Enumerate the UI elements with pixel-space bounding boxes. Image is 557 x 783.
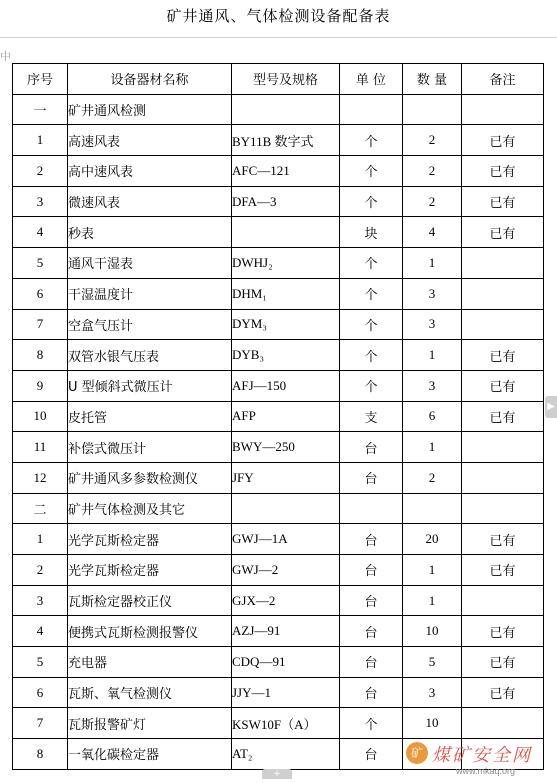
cell-unit: 台 [340,555,403,586]
cell-remark: 已有 [462,370,544,401]
cell-name: 一氧化碳检定器 [68,739,232,770]
cell-index: 1 [13,524,68,555]
cell-index: 3 [13,585,68,616]
table-row [13,370,544,401]
cell-name: 干湿温度计 [68,278,232,309]
cell-quantity: 1 [403,340,462,371]
cell-index: 4 [13,616,68,647]
cell-index: 二 [13,493,68,524]
cell-name: 瓦斯报警矿灯 [68,708,232,739]
watermark-url: www.mkaq.org [456,766,516,776]
cell-model: DWHJ₂ [232,248,340,279]
cell-quantity [403,94,462,125]
cell-unit: 个 [340,309,403,340]
cell-remark: 已有 [462,524,544,555]
cell-model: AT₂ [232,739,340,770]
cell-unit: 台 [340,524,403,555]
cell-quantity: 2 [403,156,462,187]
cell-index: 7 [13,708,68,739]
cell-remark [462,462,544,493]
cell-remark: 已有 [462,217,544,248]
cell-index: 一 [13,94,68,125]
cell-quantity: 3 [403,278,462,309]
cell-index: 4 [13,217,68,248]
cell-unit: 个 [340,340,403,371]
table-row [13,156,544,187]
cell-remark [462,585,544,616]
cell-name: 补偿式微压计 [68,432,232,463]
document-title: 矿井通风、气体检测设备配备表 [166,7,391,25]
cell-index: 1 [13,125,68,156]
cell-remark [462,432,544,463]
cell-index: 2 [13,156,68,187]
cell-quantity: 1 [403,248,462,279]
cell-model: JFY [232,462,340,493]
table-row [13,248,544,279]
cell-model: KSW10F（A） [232,708,340,739]
cell-name: 便携式瓦斯检测报警仪 [68,616,232,647]
cell-quantity: 3 [403,370,462,401]
cell-model: GWJ—1A [232,524,340,555]
page-mark: 中 [0,50,11,63]
cell-unit: 个 [340,125,403,156]
cell-index: 6 [13,677,68,708]
cell-unit: 台 [340,462,403,493]
cell-quantity: 1 [403,555,462,586]
cell-remark [462,248,544,279]
table-row [13,217,544,248]
cell-name: 皮托管 [68,401,232,432]
cell-quantity: 3 [403,677,462,708]
cell-remark [462,278,544,309]
header-cell-name: 设备器材名称 [68,64,232,95]
cell-index: 12 [13,462,68,493]
cell-name: 秒表 [68,217,232,248]
cell-remark [462,493,544,524]
cell-model [232,94,340,125]
cell-model: AFC—121 [232,156,340,187]
cell-quantity: 1 [403,432,462,463]
cell-remark [462,708,544,739]
cell-name: 光学瓦斯检定器 [68,524,232,555]
site-watermark [402,741,552,779]
cell-unit: 台 [340,616,403,647]
cell-remark: 已有 [462,616,544,647]
cell-unit: 个 [340,370,403,401]
cell-name: 光学瓦斯检定器 [68,555,232,586]
cell-model: AFP [232,401,340,432]
cell-name: 空盒气压计 [68,309,232,340]
table-row [13,708,544,739]
watermark-logo-icon: 矿 [406,742,428,764]
header-cell-remark: 备注 [462,64,544,95]
cell-unit: 个 [340,186,403,217]
table-row [13,585,544,616]
table-row [13,94,544,125]
table-row [13,647,544,678]
table-row [13,186,544,217]
cell-name: 矿井通风多参数检测仪 [68,462,232,493]
cell-model [232,217,340,248]
cell-unit: 个 [340,248,403,279]
table-row [13,616,544,647]
header-cell-model: 型号及规格 [232,64,340,95]
cell-name: 双管水银气压表 [68,340,232,371]
cell-index: 6 [13,278,68,309]
cell-unit: 台 [340,647,403,678]
table-row [13,493,544,524]
cell-unit: 个 [340,278,403,309]
cell-quantity: 4 [403,217,462,248]
cell-quantity: 10 [403,616,462,647]
cell-name: U 型倾斜式微压计 [68,370,232,401]
cell-model: DHM₁ [232,278,340,309]
cell-model: BWY—250 [232,432,340,463]
cell-quantity: 3 [403,309,462,340]
cell-index: 10 [13,401,68,432]
table-row [13,462,544,493]
table-row [13,555,544,586]
cell-model [232,493,340,524]
table-row [13,125,544,156]
cell-unit: 个 [340,708,403,739]
cell-name: 微速风表 [68,186,232,217]
cell-name: 高速风表 [68,125,232,156]
cell-quantity: 6 [403,401,462,432]
cell-index: 9 [13,370,68,401]
cell-remark: 已有 [462,555,544,586]
cell-quantity: 2 [403,186,462,217]
cell-unit: 块 [340,217,403,248]
cell-model: BY11B 数字式 [232,125,340,156]
watermark-text: 煤矿安全网 [432,745,532,766]
cell-quantity: 2 [403,462,462,493]
table-row [13,677,544,708]
cell-remark: 已有 [462,156,544,187]
cell-name: 瓦斯检定器校正仪 [68,585,232,616]
cell-name: 充电器 [68,647,232,678]
cell-quantity: 1 [403,585,462,616]
cell-quantity: 5 [403,647,462,678]
cell-model: AZJ—91 [232,616,340,647]
header-cell-quantity: 数 量 [403,64,462,95]
cell-remark: 已有 [462,125,544,156]
side-expand-tab[interactable]: ▶ [545,396,557,418]
table-row [13,340,544,371]
cell-index: 11 [13,432,68,463]
cell-model: DYM₃ [232,309,340,340]
cell-model: DFA—3 [232,186,340,217]
cell-unit: 台 [340,585,403,616]
table-row [13,401,544,432]
cell-name: 通风干湿表 [68,248,232,279]
cell-quantity: 10 [403,708,462,739]
table-row [13,432,544,463]
cell-model: CDQ—91 [232,647,340,678]
cell-unit: 台 [340,677,403,708]
equipment-table [12,63,544,770]
bottom-expand-tab[interactable]: + [262,769,292,779]
cell-name: 高中速风表 [68,156,232,187]
cell-model: GJX—2 [232,585,340,616]
table-header-row [13,64,544,95]
cell-remark: 已有 [462,186,544,217]
cell-remark: 已有 [462,340,544,371]
table-row [13,524,544,555]
header-cell-index: 序号 [13,64,68,95]
cell-remark: 已有 [462,677,544,708]
cell-unit [340,94,403,125]
cell-remark [462,309,544,340]
cell-quantity [403,493,462,524]
cell-model: DYB₃ [232,340,340,371]
cell-unit: 支 [340,401,403,432]
cell-index: 5 [13,248,68,279]
cell-remark: 已有 [462,401,544,432]
cell-unit [340,493,403,524]
cell-model: JJY—1 [232,677,340,708]
cell-name: 矿井气体检测及其它 [68,493,232,524]
cell-index: 3 [13,186,68,217]
cell-unit: 个 [340,156,403,187]
cell-name: 瓦斯、氧气检测仪 [68,677,232,708]
header-cell-unit: 单 位 [340,64,403,95]
cell-index: 7 [13,309,68,340]
cell-quantity: 20 [403,524,462,555]
table-row [13,309,544,340]
cell-index: 5 [13,647,68,678]
cell-index: 2 [13,555,68,586]
cell-index: 8 [13,739,68,770]
cell-remark [462,94,544,125]
cell-unit: 台 [340,739,403,770]
cell-index: 8 [13,340,68,371]
cell-unit: 台 [340,432,403,463]
cell-name: 矿井通风检测 [68,94,232,125]
cell-model: GWJ—2 [232,555,340,586]
cell-remark: 已有 [462,647,544,678]
header-rule [0,37,557,38]
table-row [13,278,544,309]
cell-model: AFJ—150 [232,370,340,401]
cell-quantity: 2 [403,125,462,156]
